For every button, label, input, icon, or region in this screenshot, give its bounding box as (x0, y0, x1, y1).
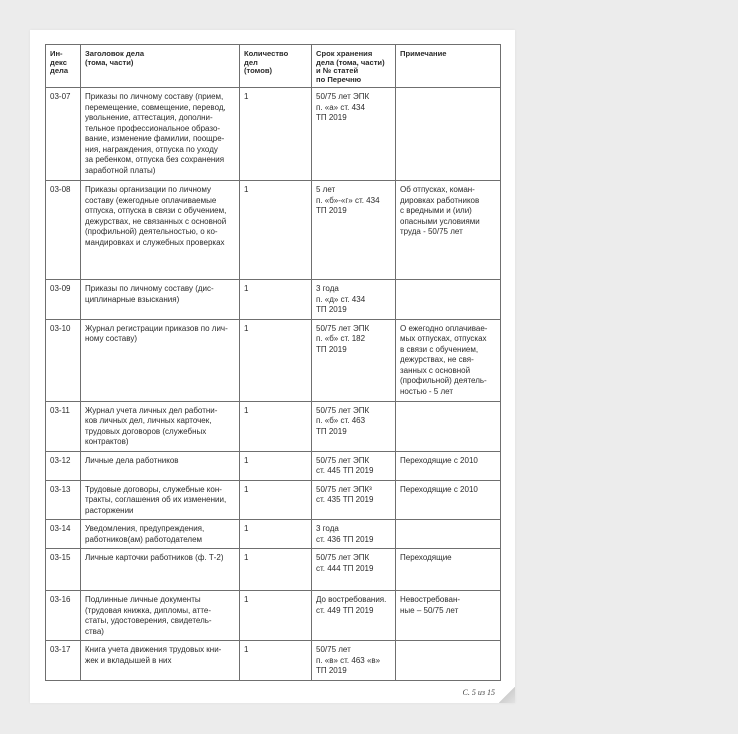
cell-title: Приказы по личному составу (прием, перемещение, совмещение, перевод, увольнение, аттестация, дополни- тельное профессиональное образо- вание, изменение фамилии, поощре- ния, награждения, отпуска по уходу за ребенком, отпуска без сохранения заработной платы) (81, 88, 240, 181)
header-count: Количество дел (томов) (240, 45, 312, 88)
table-row (46, 280, 501, 320)
cell-retention: 50/75 лет ЭПК ст. 444 ТП 2019 (312, 549, 396, 591)
cell-note (396, 280, 501, 320)
cell-index: 03-09 (46, 280, 81, 320)
cell-retention: 50/75 лет ЭПК³ ст. 435 ТП 2019 (312, 480, 396, 520)
cell-index: 03-10 (46, 319, 81, 401)
cell-retention: 3 года п. «д» ст. 434 ТП 2019 (312, 280, 396, 320)
cell-retention: 3 года ст. 436 ТП 2019 (312, 520, 396, 549)
cell-title: Подлинные личные документы (трудовая книжка, дипломы, атте- статы, удостоверения, свидетель- ства) (81, 591, 240, 641)
table-row (46, 401, 501, 451)
cell-retention: 50/75 лет ЭПК п. «б» ст. 463 ТП 2019 (312, 401, 396, 451)
cell-count: 1 (240, 591, 312, 641)
cell-note: О ежегодно оплачивае- мых отпусках, отпусках в связи с обучением, дежурствах, не свя- занных с основной (профильной) деятель- ностью - 5 лет (396, 319, 501, 401)
cell-count: 1 (240, 181, 312, 280)
cell-note: Об отпусках, коман- дировках работников с вредными и (или) опасными условиями труда - 50/75 лет (396, 181, 501, 280)
table-row (46, 591, 501, 641)
cell-index: 03-13 (46, 480, 81, 520)
table-row (46, 549, 501, 591)
cell-title: Уведомления, предупреждения, работников(ам) работодателем (81, 520, 240, 549)
cell-retention: 50/75 лет п. «в» ст. 463 «в» ТП 2019 (312, 641, 396, 681)
table-row (46, 480, 501, 520)
records-table (45, 44, 501, 681)
cell-note (396, 401, 501, 451)
cell-title: Трудовые договоры, служебные кон- тракты, соглашения об их изменении, расторжении (81, 480, 240, 520)
cell-index: 03-16 (46, 591, 81, 641)
cell-count: 1 (240, 319, 312, 401)
document-page (30, 30, 515, 703)
cell-count: 1 (240, 549, 312, 591)
header-note: Примечание (396, 45, 501, 88)
cell-index: 03-15 (46, 549, 81, 591)
cell-count: 1 (240, 520, 312, 549)
cell-note (396, 641, 501, 681)
page-corner-fold (499, 687, 515, 703)
cell-count: 1 (240, 480, 312, 520)
cell-note: Переходящие (396, 549, 501, 591)
header-title: Заголовок дела (тома, части) (81, 45, 240, 88)
cell-retention: 50/75 лет ЭПК п. «б» ст. 182 ТП 2019 (312, 319, 396, 401)
header-retention: Срок хранения дела (тома, части) и № статей по Перечню (312, 45, 396, 88)
cell-title: Личные карточки работников (ф. Т-2) (81, 549, 240, 591)
cell-count: 1 (240, 401, 312, 451)
table-row (46, 88, 501, 181)
cell-count: 1 (240, 280, 312, 320)
table-header-row (46, 45, 501, 88)
table-row (46, 319, 501, 401)
cell-note: Переходящие с 2010 (396, 451, 501, 480)
page-number: С. 5 из 15 (462, 688, 495, 697)
table-row (46, 181, 501, 280)
cell-index: 03-17 (46, 641, 81, 681)
cell-title: Книга учета движения трудовых кни- жек и вкладышей в них (81, 641, 240, 681)
cell-index: 03-08 (46, 181, 81, 280)
table-row (46, 520, 501, 549)
cell-title: Приказы по личному составу (дис- циплинарные взыскания) (81, 280, 240, 320)
cell-index: 03-11 (46, 401, 81, 451)
cell-note (396, 88, 501, 181)
cell-count: 1 (240, 451, 312, 480)
cell-index: 03-07 (46, 88, 81, 181)
cell-title: Приказы организации по личному составу (ежегодные оплачиваемые отпуска, отпуска в связи с обучением, дежурствах, не связанных с основной (профильной) деятельностью, о ко- мандировках и служебных проверках (81, 181, 240, 280)
cell-title: Журнал учета личных дел работни- ков личных дел, личных карточек, трудовых договоров (служебных контрактов) (81, 401, 240, 451)
cell-note: Переходящие с 2010 (396, 480, 501, 520)
cell-title: Журнал регистрации приказов по лич- ному составу) (81, 319, 240, 401)
cell-count: 1 (240, 641, 312, 681)
cell-retention: 50/75 лет ЭПК п. «а» ст. 434 ТП 2019 (312, 88, 396, 181)
table-row (46, 451, 501, 480)
cell-index: 03-14 (46, 520, 81, 549)
header-index: Ин- декс дела (46, 45, 81, 88)
cell-index: 03-12 (46, 451, 81, 480)
cell-note: Невостребован- ные – 50/75 лет (396, 591, 501, 641)
cell-count: 1 (240, 88, 312, 181)
table-row (46, 641, 501, 681)
cell-note (396, 520, 501, 549)
cell-retention: До востребования. ст. 449 ТП 2019 (312, 591, 396, 641)
cell-retention: 5 лет п. «б»-«г» ст. 434 ТП 2019 (312, 181, 396, 280)
cell-title: Личные дела работников (81, 451, 240, 480)
cell-retention: 50/75 лет ЭПК ст. 445 ТП 2019 (312, 451, 396, 480)
